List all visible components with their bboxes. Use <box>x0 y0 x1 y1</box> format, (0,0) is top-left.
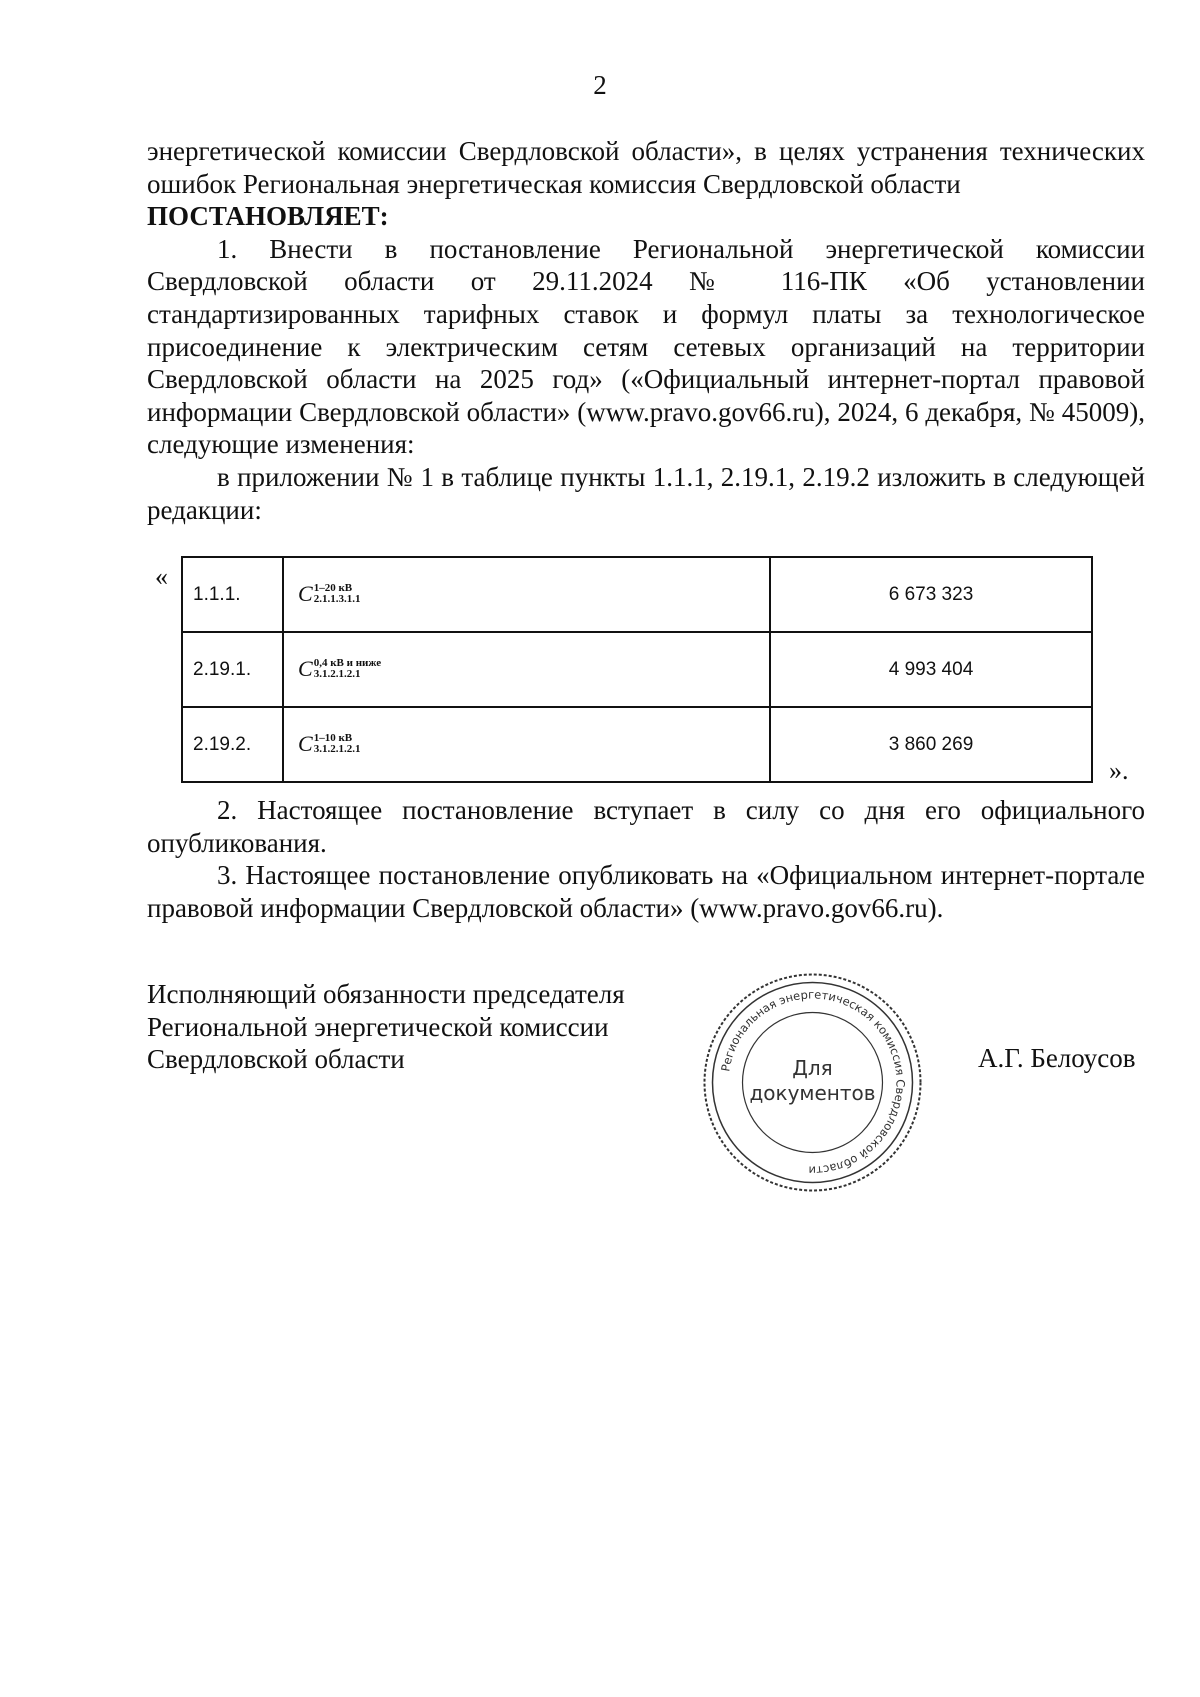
resolution-heading: ПОСТАНОВЛЯЕТ: <box>147 201 389 232</box>
rate-value: 4 993 404 <box>770 632 1092 707</box>
seal-center-line-1: Для <box>792 1056 833 1080</box>
formula-superscript: 0,4 кВ и ниже <box>313 656 382 669</box>
item-3-text: 3. Настоящее постановление опубликовать на «Официальном интернет-портале правовой информации Свердловской области» (www.pravo.gov66.ru). <box>147 860 1145 923</box>
seal-graphic <box>700 970 925 1195</box>
signatory-line-2: Региональной энергетической комиссии <box>147 1011 609 1042</box>
formula-subscript: 2.1.1.3.1.1 <box>313 592 361 605</box>
table-row <box>182 632 1092 707</box>
row-number: 1.1.1. <box>182 557 283 632</box>
signatory-title <box>147 978 625 1076</box>
signatory-name: А.Г. Белоусов <box>978 1043 1136 1073</box>
signatory-line-1: Исполняющий обязанности председателя <box>147 979 625 1009</box>
formula-indices <box>314 583 361 605</box>
formula-subscript: 3.1.2.1.2.1 <box>313 742 361 755</box>
rate-formula <box>283 632 770 707</box>
rate-formula <box>283 707 770 782</box>
formula-superscript: 1–10 кВ <box>313 731 353 744</box>
formula-symbol: C <box>298 581 313 607</box>
rate-value: 3 860 269 <box>770 707 1092 782</box>
formula-indices <box>314 658 381 680</box>
row-number: 2.19.2. <box>182 707 283 782</box>
intro-text: энергетической комиссии Свердловской области», в целях устранения технических ошибок Региональная энергетическая комиссия Свердловской области <box>147 136 1145 199</box>
item-1-subtext: в приложении № 1 в таблице пункты 1.1.1, 2.19.1, 2.19.2 изложить в следующей редакции: <box>147 461 1145 525</box>
amendment-table-block <box>147 556 1145 788</box>
closing-paragraphs <box>147 794 1145 924</box>
seal-ring-text: Региональная энергетическая комиссия Свердловской области <box>718 987 908 1178</box>
signatory-line-3: Свердловской области <box>147 1044 405 1075</box>
formula-superscript: 1–20 кВ <box>313 581 353 594</box>
table-row <box>182 557 1092 632</box>
intro-paragraph <box>147 135 1145 526</box>
formula-indices <box>314 733 361 755</box>
seal-center-line-2: документов <box>749 1081 876 1105</box>
table-row <box>182 707 1092 782</box>
quote-open: « <box>155 562 168 591</box>
item-2-text: 2. Настоящее постановление вступает в силу со дня его официального опубликования. <box>147 795 1145 858</box>
formula-symbol: C <box>298 731 313 757</box>
rate-formula <box>283 557 770 632</box>
formula-symbol: C <box>298 656 313 682</box>
formula-subscript: 3.1.2.1.2.1 <box>313 667 361 680</box>
rates-table <box>181 556 1093 783</box>
item-1-text: 1. Внести в постановление Региональной энергетической комиссии Свердловской области от 29.11.2024 № 116-ПК «Об установлении стандартизированных тарифных ставок и формул платы за технологическое присоединение к электрическим сетям сетевых организаций на территории Свердловской области на 2025 год» («Официальный интернет-портал правовой информации Свердловской области» (www.pravo.gov66.ru), 2024, 6 декабря, № 45009), следующие изменения: <box>147 233 1145 460</box>
row-number: 2.19.1. <box>182 632 283 707</box>
official-seal <box>700 970 925 1195</box>
rate-value: 6 673 323 <box>770 557 1092 632</box>
quote-close: ». <box>1109 756 1129 785</box>
page-number: 2 <box>593 70 607 100</box>
